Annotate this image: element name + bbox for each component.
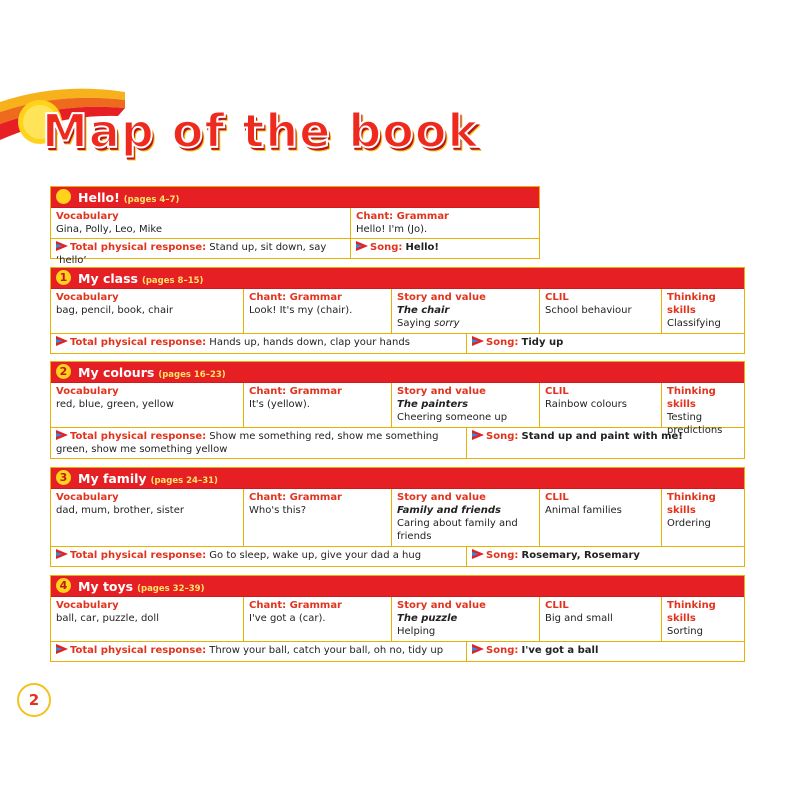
chant-text: Who's this? (249, 505, 307, 516)
chant-label: Chant: Grammar (249, 600, 342, 611)
thinking-skills-text: Testing predictions (667, 412, 723, 436)
vocabulary-text: Gina, Polly, Leo, Mike (56, 224, 162, 235)
unit-title: My colours (78, 365, 155, 380)
tpr-cell (51, 547, 467, 566)
tpr-text: Throw your ball, catch your ball, oh no, tidy up (209, 645, 444, 656)
song-label: Song: (486, 337, 519, 348)
unit-number-badge: 3 (56, 470, 71, 485)
chant-cell (351, 208, 539, 238)
rainbow-triangle-icon (472, 549, 484, 559)
rainbow-triangle-icon (356, 241, 368, 251)
tpr-label: Total physical response: (70, 242, 207, 253)
tpr-text: Stand up, sit down, say ‘hello’ (56, 242, 327, 266)
vocabulary-cell (51, 208, 351, 238)
clil-text: School behaviour (545, 305, 632, 316)
clil-label: CLIL (545, 386, 569, 397)
unit-header-bar (51, 268, 744, 289)
tpr-cell (51, 239, 351, 266)
song-title: Tidy up (521, 337, 564, 348)
unit-pages: (pages 32–39) (137, 584, 205, 594)
clil-label: CLIL (545, 292, 569, 303)
story-cell (392, 289, 540, 333)
chant-cell (244, 383, 392, 427)
unit-3 (50, 467, 745, 567)
vocabulary-cell (51, 489, 244, 546)
vocabulary-cell (51, 597, 244, 641)
unit-4 (50, 575, 745, 662)
unit-header-bar (51, 468, 744, 489)
song-label: Song: (486, 550, 519, 561)
rainbow-triangle-icon (472, 644, 484, 654)
story-value-text: Saying (397, 318, 431, 329)
song-title: I've got a ball (521, 645, 599, 656)
chant-cell (244, 597, 392, 641)
vocabulary-label: Vocabulary (56, 386, 119, 397)
story-label: Story and value (397, 292, 486, 303)
rainbow-triangle-icon (56, 241, 68, 251)
story-value: Helping (397, 626, 436, 637)
chant-label: Chant: Grammar (249, 386, 342, 397)
unit-title: My class (78, 271, 138, 286)
rainbow-triangle-icon (56, 336, 68, 346)
tpr-text: Show me something red, show me something green, show me something yellow (56, 431, 439, 455)
thinking-skills-text: Classifying (667, 318, 721, 329)
tpr-text: Hands up, hands down, clap your hands (209, 337, 410, 348)
page-title: Map of the book (42, 104, 480, 158)
unit-pages: (pages 8–15) (141, 276, 204, 286)
thinking-skills-cell (662, 289, 744, 333)
thinking-skills-label: Thinking skills (667, 292, 716, 316)
clil-cell (540, 489, 662, 546)
unit-title: Hello! (78, 190, 120, 205)
song-cell (467, 428, 744, 458)
unit-title: My family (78, 471, 147, 486)
chant-label: Chant: Grammar (249, 492, 342, 503)
unit-1 (50, 267, 745, 354)
song-label: Song: (486, 645, 519, 656)
vocabulary-label: Vocabulary (56, 492, 119, 503)
tpr-cell (51, 428, 467, 458)
clil-cell (540, 597, 662, 641)
clil-cell (540, 289, 662, 333)
story-label: Story and value (397, 386, 486, 397)
unit-number-badge: 1 (56, 270, 71, 285)
song-cell (351, 239, 539, 258)
rainbow-triangle-icon (56, 549, 68, 559)
rainbow-triangle-icon (56, 430, 68, 440)
vocabulary-text: red, blue, green, yellow (56, 399, 174, 410)
unit-header-bar (51, 187, 539, 208)
clil-label: CLIL (545, 492, 569, 503)
clil-text: Animal families (545, 505, 622, 516)
song-cell (467, 642, 744, 661)
song-title: Stand up and paint with me! (521, 431, 683, 442)
vocabulary-cell (51, 383, 244, 427)
story-title: The chair (397, 305, 450, 316)
song-label: Song: (370, 242, 403, 253)
unit-pages: (pages 16–23) (158, 370, 226, 380)
unit-intro (50, 186, 540, 266)
chant-cell (244, 489, 392, 546)
thinking-skills-text: Sorting (667, 626, 703, 637)
vocabulary-label: Vocabulary (56, 600, 119, 611)
unit-sun-badge (56, 189, 71, 204)
unit-header-bar (51, 576, 744, 597)
rainbow-triangle-icon (56, 644, 68, 654)
unit-title: My toys (78, 579, 134, 594)
tpr-text: Go to sleep, wake up, give your dad a hug (209, 550, 422, 561)
unit-2 (50, 361, 745, 459)
thinking-skills-cell (662, 383, 744, 436)
song-cell (467, 547, 744, 566)
story-title: The puzzle (397, 613, 458, 624)
tpr-label: Total physical response: (70, 431, 207, 442)
chant-cell (244, 289, 392, 333)
thinking-skills-label: Thinking skills (667, 600, 716, 624)
story-title: Family and friends (397, 505, 501, 516)
vocabulary-label: Vocabulary (56, 211, 119, 222)
tpr-cell (51, 334, 467, 353)
story-value: Caring about family and friends (397, 518, 518, 542)
song-label: Song: (486, 431, 519, 442)
page-number: 2 (17, 683, 51, 717)
song-title: Hello! (405, 242, 439, 253)
unit-number-badge: 2 (56, 364, 71, 379)
rainbow-triangle-icon (472, 430, 484, 440)
clil-label: CLIL (545, 600, 569, 611)
chant-label: Chant: Grammar (356, 211, 449, 222)
story-cell (392, 383, 540, 427)
chant-label: Chant: Grammar (249, 292, 342, 303)
thinking-skills-cell (662, 597, 744, 641)
story-label: Story and value (397, 600, 486, 611)
story-value (397, 317, 534, 330)
chant-text: Look! It's my (chair). (249, 305, 353, 316)
unit-header-bar (51, 362, 744, 383)
song-cell (467, 334, 744, 353)
tpr-label: Total physical response: (70, 337, 207, 348)
vocabulary-label: Vocabulary (56, 292, 119, 303)
story-cell (392, 597, 540, 641)
unit-pages: (pages 24–31) (150, 476, 218, 486)
vocabulary-text: ball, car, puzzle, doll (56, 613, 159, 624)
thinking-skills-cell (662, 489, 744, 546)
tpr-cell (51, 642, 467, 661)
story-value: Cheering someone up (397, 412, 508, 423)
chant-text: I've got a (car). (249, 613, 326, 624)
vocabulary-cell (51, 289, 244, 333)
vocabulary-text: dad, mum, brother, sister (56, 505, 184, 516)
rainbow-triangle-icon (472, 336, 484, 346)
song-title: Rosemary, Rosemary (521, 550, 640, 561)
unit-pages: (pages 4–7) (123, 195, 180, 205)
story-label: Story and value (397, 492, 486, 503)
vocabulary-text: bag, pencil, book, chair (56, 305, 174, 316)
clil-text: Rainbow colours (545, 399, 627, 410)
thinking-skills-text: Ordering (667, 518, 711, 529)
clil-cell (540, 383, 662, 427)
thinking-skills-label: Thinking skills (667, 492, 716, 516)
unit-number-badge: 4 (56, 578, 71, 593)
tpr-label: Total physical response: (70, 550, 207, 561)
story-title: The painters (397, 399, 469, 410)
story-cell (392, 489, 540, 546)
chant-text: It's (yellow). (249, 399, 310, 410)
story-value-italic: sorry (434, 318, 460, 329)
thinking-skills-label: Thinking skills (667, 386, 716, 410)
clil-text: Big and small (545, 613, 613, 624)
tpr-label: Total physical response: (70, 645, 207, 656)
chant-text: Hello! I'm (Jo). (356, 224, 428, 235)
